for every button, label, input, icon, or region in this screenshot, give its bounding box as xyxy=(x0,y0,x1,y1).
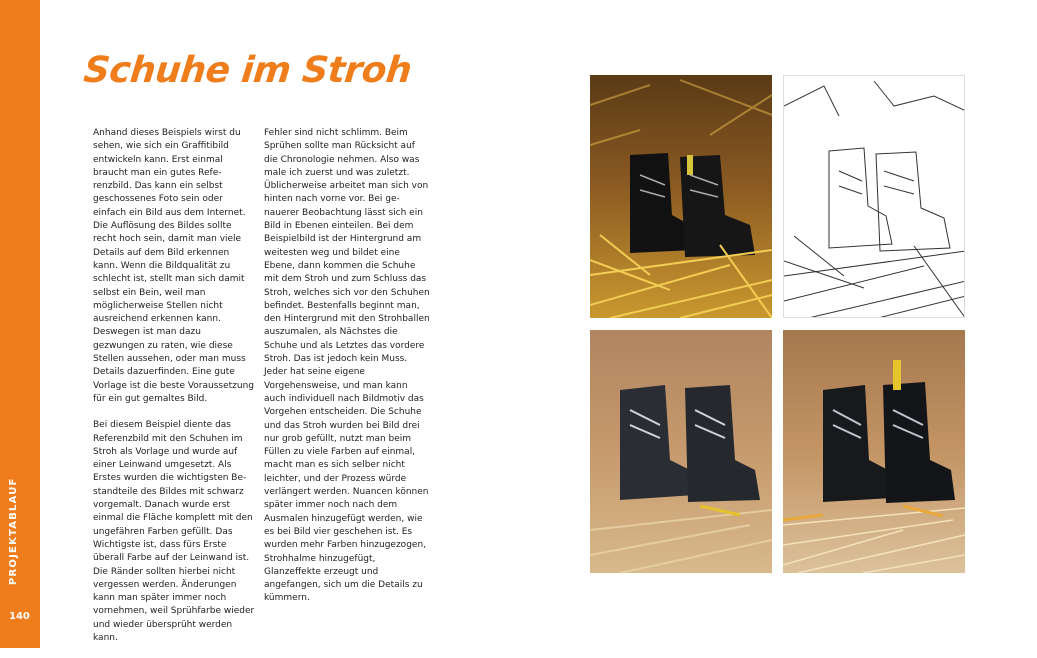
paragraph: Fehler sind nicht schlimm. Beim Sprühen sollte man Rücksicht auf die Chronologie nehmen. Also was male ich zuerst und was zuletzt. Üblicherweise arbeitet man sich von hinten nach vorne vor. Bei genauerer Beobachtung lässt sich ein Bild in Ebenen einteilen. Bei dem Beispielbild ist der Hintergrund am weitesten weg und bildet eine Ebene, dann kommen die Schuhe mit dem Stroh und zum Schluss das Stroh, welches sich vor den Schuhen befindet. Bestenfalls beginnt man, den Hintergrund mit den Strohballen auszumalen, als Nächstes die Schuhe und als Letztes das vordere Stroh. Das ist jedoch kein Muss. Jeder hat seine eigene Vorgehensweise, und man kann auch individuell nach Bildmotiv das Vorgehen entscheiden. Die Schuhe und das Stroh wurden bei Bild drei nur grob gefüllt, nutzt man beim Füllen zu viele Farben auf einmal, macht man es sich selber nicht leichter, und der Prozess würde verlängert werden. Nuancen können später immer noch nach dem Ausmalen hinzugefügt werden, wie es bei Bild vier geschehen ist. Es wurden mehr Farben hinzugezogen, Strohhalme hinzugefügt, Glanzeffekte erzeugt und angefangen, sich um die Details zu kümmern. xyxy=(264,128,430,604)
reference-photo xyxy=(590,75,772,318)
text-column-2 xyxy=(264,127,430,619)
detailed-painting-image xyxy=(783,330,965,573)
section-label: PROJEKTABLAUF xyxy=(8,477,19,585)
text-column-1 xyxy=(93,127,255,658)
rough-painting-image xyxy=(590,330,772,573)
page-number: 140 xyxy=(9,611,30,622)
sketch-image xyxy=(783,75,965,318)
paragraph: Anhand dieses Beispiels wirst du sehen, wie sich ein Graffitibild entwickeln kann. Erst einmal braucht man ein gutes Referenzbild. Das kann ein selbst geschossenes Foto sein oder einfach ein Bild aus dem Internet. Die Auflösung des Bildes sollte recht hoch sein, damit man viele Details auf dem Bild erkennen kann. Wenn die Bildqualität zu schlecht ist, stellt man sich damit selbst ein Bein, weil man möglicherweise Stellen nicht ausreichend erkennen kann. Deswegen ist man dazu gezwungen zu raten, wie diese Stellen aussehen, oder man muss Details dazuerfinden. Eine gute Vorlage ist die beste Voraussetzung für ein gut gemaltes Bild. xyxy=(93,128,255,404)
paragraph: Bei diesem Beispiel diente das Referenzbild mit den Schuhen im Stroh als Vorlage und wurde auf einer Leinwand umgesetzt. Als Erstes wurden die wichtigsten Bestandteile des Bildes mit schwarz vorgemalt. Danach wurde erst einmal die Fläche komplett mit den ungefähren Farben gefüllt. Das Wichtigste ist, dass fürs Erste überall Farbe auf der Leinwand ist. Die Ränder sollten hierbei nicht vergessen werden. Änderungen kann man später immer noch vornehmen, weil Sprühfarbe wieder und wieder übersprüht werden kann. xyxy=(93,420,255,643)
sidebar-bar xyxy=(0,0,40,648)
article-title: Schuhe im Stroh xyxy=(81,50,414,91)
